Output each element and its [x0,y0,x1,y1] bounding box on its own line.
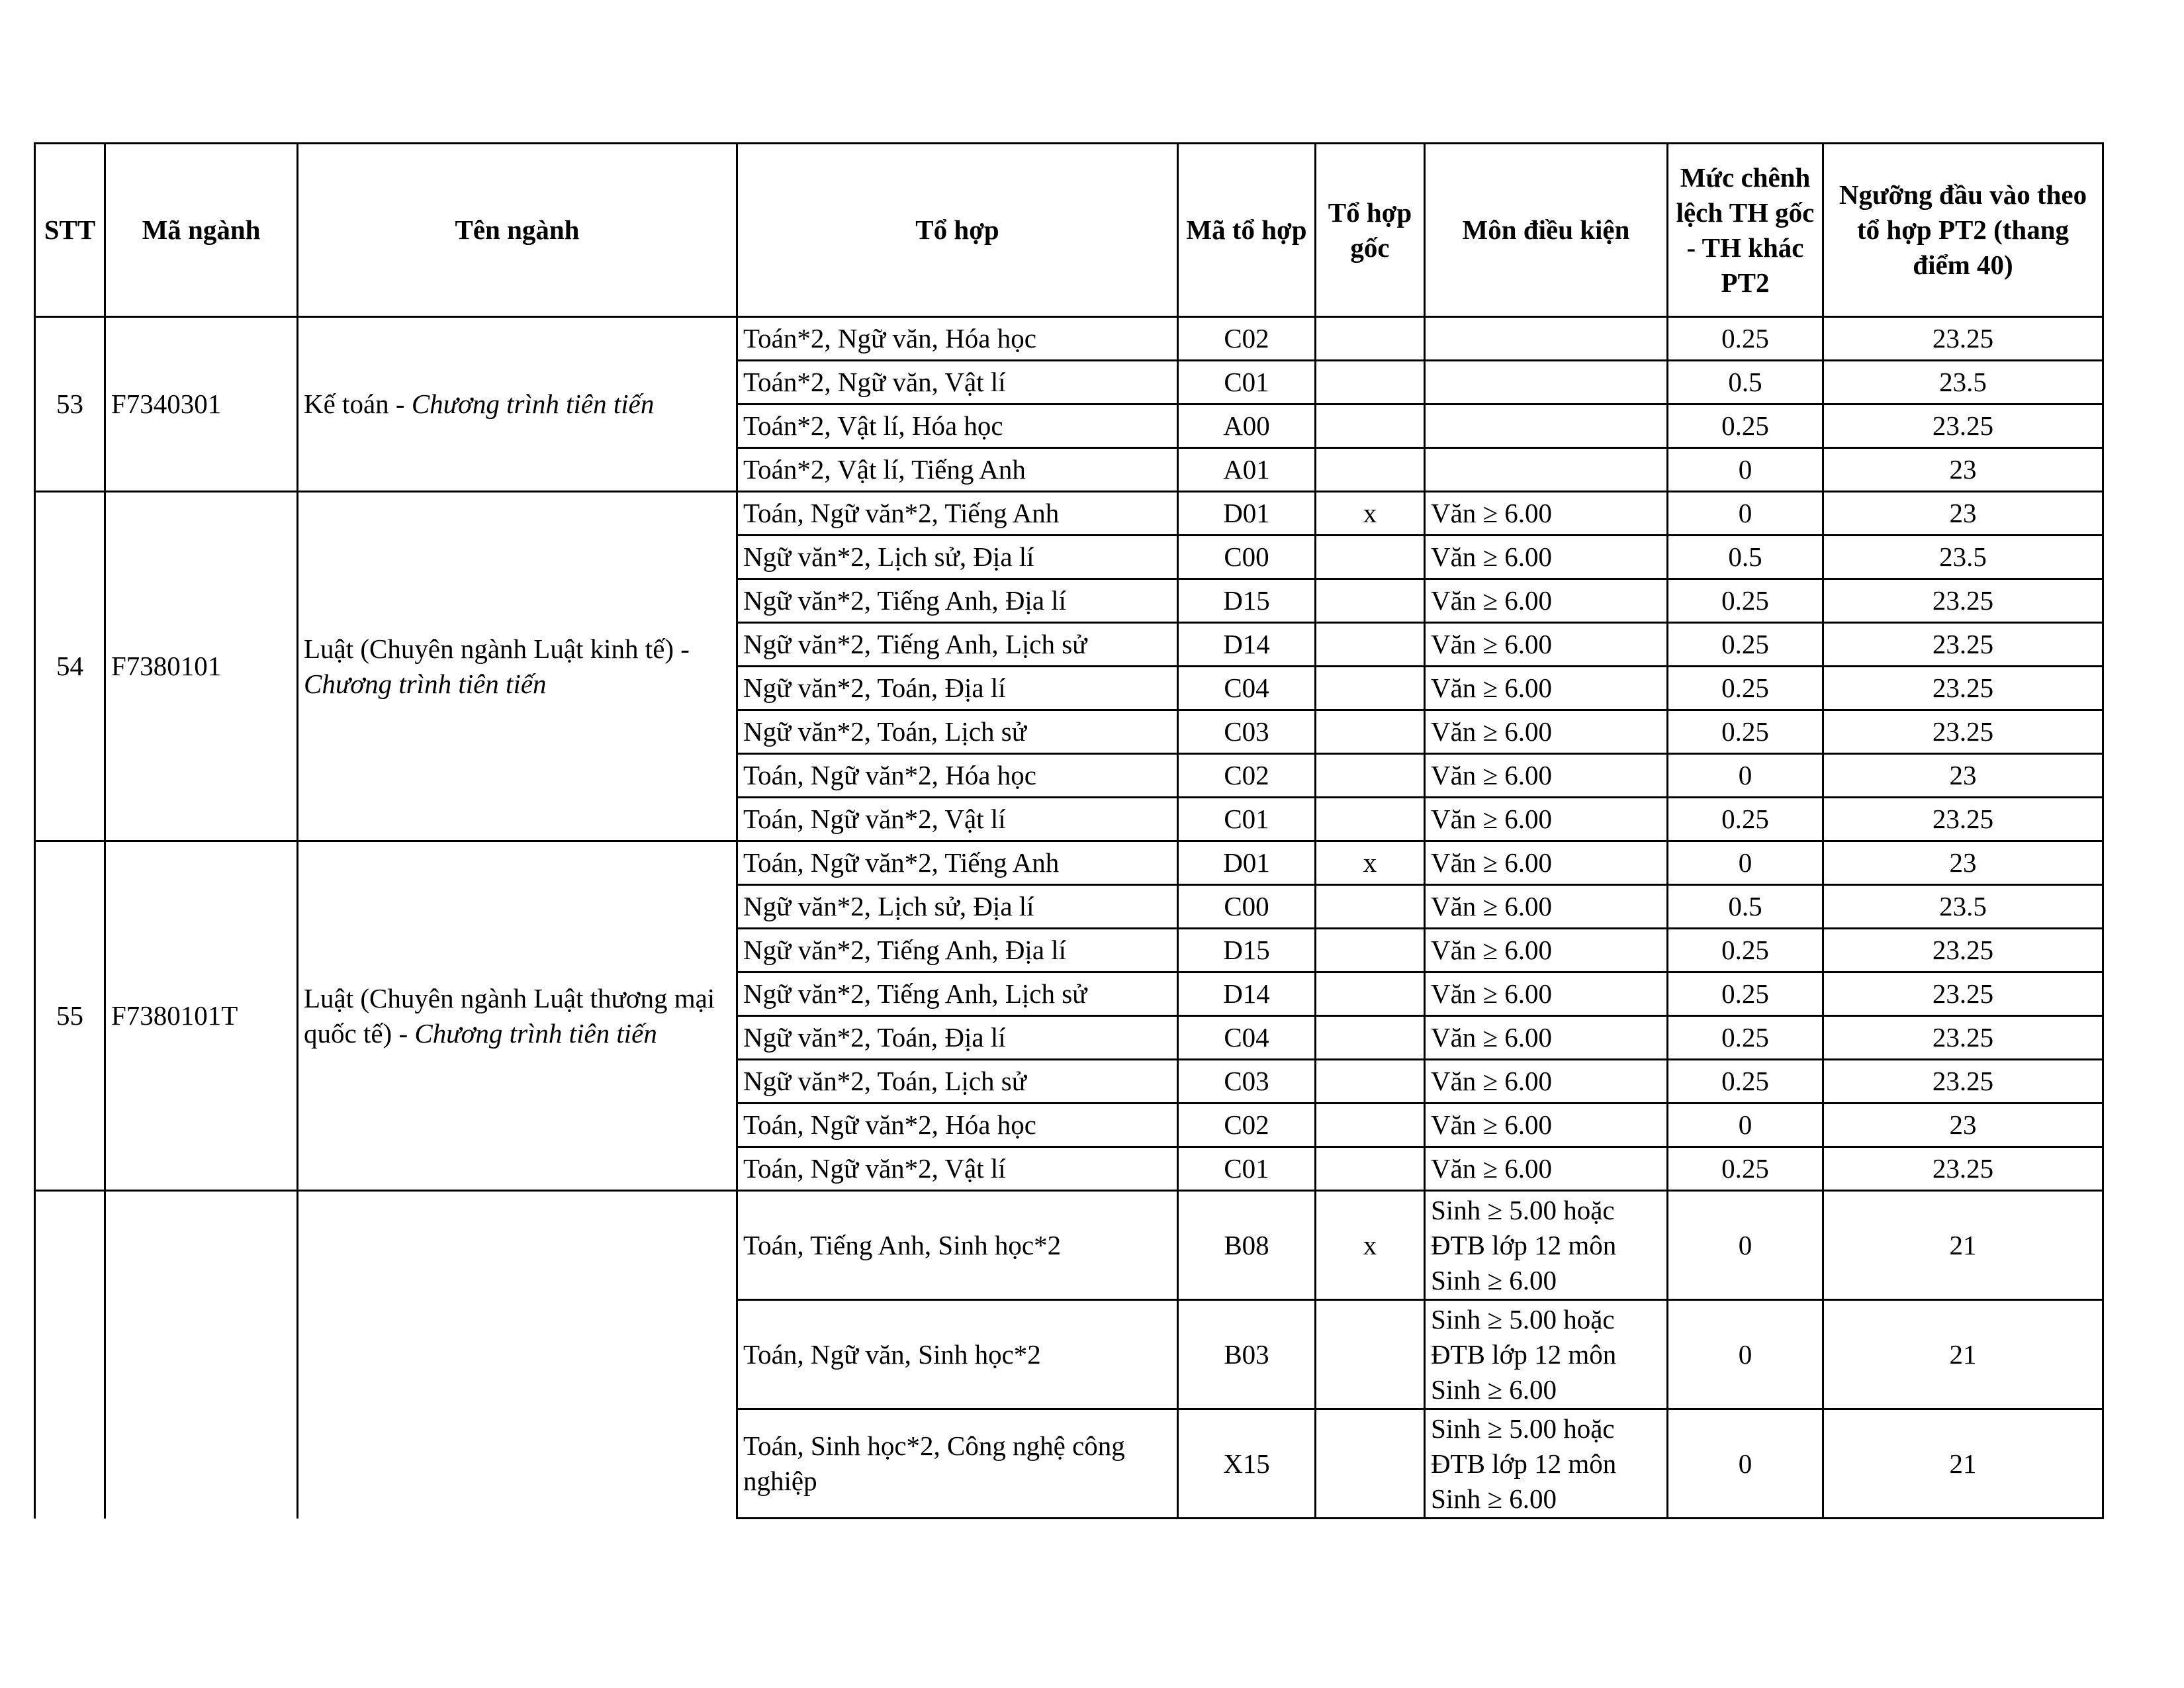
condition-line: ĐTB lớp 12 môn [1431,1448,1617,1479]
cell-combination: Ngữ văn*2, Tiếng Anh, Địa lí [737,929,1178,972]
cell-difference: 0.25 [1668,317,1823,361]
cell-difference: 0 [1668,1103,1823,1147]
cell-threshold: 23 [1823,492,2103,536]
cell-condition [1425,1300,1668,1409]
cell-combination: Toán*2, Ngữ văn, Vật lí [737,361,1178,404]
cell-original-flag [1316,710,1425,754]
cell-difference: 0.25 [1668,623,1823,667]
cell-combination-code: D14 [1178,972,1316,1016]
cell-combination-code: C04 [1178,667,1316,710]
cell-difference: 0 [1668,754,1823,798]
cell-major-name [298,492,737,841]
cell-threshold: 23 [1823,754,2103,798]
cell-combination-code: C03 [1178,710,1316,754]
cell-combination: Toán, Ngữ văn*2, Vật lí [737,798,1178,841]
cell-combination-code: D01 [1178,841,1316,885]
cell-threshold: 23.25 [1823,929,2103,972]
cell-difference: 0.25 [1668,798,1823,841]
cell-condition: Văn ≥ 6.00 [1425,492,1668,536]
cell-condition: Văn ≥ 6.00 [1425,929,1668,972]
cell-original-flag [1316,929,1425,972]
cell-combination: Toán, Ngữ văn*2, Hóa học [737,754,1178,798]
cell-combination: Toán*2, Vật lí, Tiếng Anh [737,448,1178,492]
cell-threshold: 23.25 [1823,1060,2103,1103]
major-name-program: Chương trình tiên tiến [414,1017,657,1049]
cell-difference: 0 [1668,1191,1823,1300]
cell-combination: Ngữ văn*2, Toán, Lịch sử [737,710,1178,754]
cell-combination-code: B03 [1178,1300,1316,1409]
cell-difference: 0.5 [1668,536,1823,579]
cell-combination-code: C02 [1178,1103,1316,1147]
cell-condition: Văn ≥ 6.00 [1425,798,1668,841]
cell-combination-code: C01 [1178,1147,1316,1191]
cell-combination: Ngữ văn*2, Lịch sử, Địa lí [737,536,1178,579]
cell-stt [35,1191,105,1519]
cell-combination-code: C01 [1178,361,1316,404]
cell-condition [1425,448,1668,492]
cell-combination-code: D01 [1178,492,1316,536]
cell-combination-code: C00 [1178,536,1316,579]
cell-combination: Ngữ văn*2, Toán, Địa lí [737,1016,1178,1060]
cell-difference: 0.25 [1668,1147,1823,1191]
cell-condition: Văn ≥ 6.00 [1425,1016,1668,1060]
table-row [35,1191,2103,1300]
header-original-combination: Tổ hợp gốc [1316,144,1425,317]
cell-combination-code: C01 [1178,798,1316,841]
cell-combination-code: A01 [1178,448,1316,492]
cell-combination-code: X15 [1178,1409,1316,1519]
cell-difference: 0 [1668,1300,1823,1409]
cell-difference: 0.25 [1668,1060,1823,1103]
cell-original-flag [1316,536,1425,579]
header-condition-subject: Môn điều kiện [1425,144,1668,317]
cell-difference: 0.25 [1668,972,1823,1016]
cell-condition: Văn ≥ 6.00 [1425,1103,1668,1147]
cell-threshold: 23.25 [1823,404,2103,448]
condition-line: Sinh ≥ 6.00 [1431,1483,1557,1514]
cell-major-name [298,841,737,1191]
cell-major-name [298,1191,737,1519]
cell-combination-code: D15 [1178,929,1316,972]
condition-line: ĐTB lớp 12 môn [1431,1229,1617,1260]
cell-difference: 0.25 [1668,1016,1823,1060]
header-threshold: Ngưỡng đầu vào theo tổ hợp PT2 (thang điểm 40) [1823,144,2103,317]
cell-difference: 0 [1668,841,1823,885]
header-combination: Tổ hợp [737,144,1178,317]
cell-stt: 54 [35,492,105,841]
table-row [35,841,2103,885]
header-major-code: Mã ngành [105,144,298,317]
cell-combination-code: D15 [1178,579,1316,623]
cell-condition: Văn ≥ 6.00 [1425,536,1668,579]
condition-line: Sinh ≥ 6.00 [1431,1374,1557,1405]
cell-condition [1425,1409,1668,1519]
cell-combination-code: C03 [1178,1060,1316,1103]
cell-original-flag [1316,1060,1425,1103]
cell-threshold: 21 [1823,1300,2103,1409]
cell-combination: Toán*2, Vật lí, Hóa học [737,404,1178,448]
cell-condition: Văn ≥ 6.00 [1425,754,1668,798]
major-name-program: Chương trình tiên tiến [411,389,655,419]
cell-threshold: 23.25 [1823,1147,2103,1191]
cell-combination: Ngữ văn*2, Tiếng Anh, Lịch sử [737,972,1178,1016]
cell-original-flag [1316,1103,1425,1147]
cell-combination-code: C00 [1178,885,1316,929]
cell-condition [1425,1191,1668,1300]
cell-condition [1425,317,1668,361]
cell-major-code: F7380101 [105,492,298,841]
cell-original-flag: x [1316,492,1425,536]
cell-combination-code: C02 [1178,754,1316,798]
cell-major-code: F7340301 [105,317,298,492]
cell-condition: Văn ≥ 6.00 [1425,710,1668,754]
cell-threshold: 23.5 [1823,536,2103,579]
cell-threshold: 23.25 [1823,667,2103,710]
cell-difference: 0 [1668,448,1823,492]
cell-combination-code: B08 [1178,1191,1316,1300]
cell-condition: Văn ≥ 6.00 [1425,972,1668,1016]
cell-difference: 0.5 [1668,361,1823,404]
table-row [35,317,2103,361]
cell-combination: Ngữ văn*2, Toán, Lịch sử [737,1060,1178,1103]
cell-condition: Văn ≥ 6.00 [1425,885,1668,929]
cell-threshold: 23.25 [1823,798,2103,841]
cell-original-flag [1316,579,1425,623]
cell-original-flag [1316,404,1425,448]
admission-threshold-table [34,142,2104,1519]
cell-combination: Ngữ văn*2, Toán, Địa lí [737,667,1178,710]
cell-difference: 0.25 [1668,667,1823,710]
cell-threshold: 23.5 [1823,361,2103,404]
cell-major-name [298,317,737,492]
condition-line: Sinh ≥ 5.00 hoặc [1431,1413,1615,1444]
cell-combination: Toán, Ngữ văn*2, Vật lí [737,1147,1178,1191]
table-row [35,492,2103,536]
cell-threshold: 23 [1823,841,2103,885]
header-row [35,144,2103,317]
cell-original-flag [1316,317,1425,361]
cell-threshold: 23.25 [1823,710,2103,754]
cell-difference: 0 [1668,1409,1823,1519]
cell-combination-code: D14 [1178,623,1316,667]
cell-condition [1425,361,1668,404]
major-name-text: Luật (Chuyên ngành Luật thương mại quốc tế) - [304,982,715,1049]
cell-original-flag [1316,361,1425,404]
cell-difference: 0.5 [1668,885,1823,929]
cell-original-flag [1316,1409,1425,1519]
cell-threshold: 23.25 [1823,623,2103,667]
cell-original-flag [1316,885,1425,929]
cell-threshold: 23.25 [1823,972,2103,1016]
cell-original-flag [1316,754,1425,798]
cell-combination: Ngữ văn*2, Tiếng Anh, Lịch sử [737,623,1178,667]
cell-difference: 0.25 [1668,710,1823,754]
cell-original-flag [1316,448,1425,492]
cell-combination-code: C04 [1178,1016,1316,1060]
cell-combination: Toán, Tiếng Anh, Sinh học*2 [737,1191,1178,1300]
cell-threshold: 23.5 [1823,885,2103,929]
cell-condition: Văn ≥ 6.00 [1425,1060,1668,1103]
header-difference: Mức chênh lệch TH gốc - TH khác PT2 [1668,144,1823,317]
cell-combination: Toán, Ngữ văn*2, Hóa học [737,1103,1178,1147]
major-name-text: Kế toán - [304,389,412,419]
cell-original-flag [1316,667,1425,710]
cell-original-flag: x [1316,841,1425,885]
cell-original-flag [1316,623,1425,667]
header-stt: STT [35,144,105,317]
condition-line: Sinh ≥ 5.00 hoặc [1431,1194,1615,1225]
cell-original-flag [1316,798,1425,841]
cell-difference: 0.25 [1668,929,1823,972]
condition-line: Sinh ≥ 5.00 hoặc [1431,1303,1615,1335]
cell-combination: Toán, Sinh học*2, Công nghệ công nghiệp [737,1409,1178,1519]
major-name-program: Chương trình tiên tiến [304,668,547,699]
cell-condition: Văn ≥ 6.00 [1425,841,1668,885]
table-body [35,317,2103,1519]
cell-threshold: 23.25 [1823,317,2103,361]
cell-original-flag [1316,972,1425,1016]
cell-original-flag [1316,1300,1425,1409]
cell-condition: Văn ≥ 6.00 [1425,579,1668,623]
cell-original-flag [1316,1016,1425,1060]
cell-combination-code: C02 [1178,317,1316,361]
cell-threshold: 23.25 [1823,579,2103,623]
cell-combination: Toán, Ngữ văn, Sinh học*2 [737,1300,1178,1409]
condition-line: ĐTB lớp 12 môn [1431,1338,1617,1370]
cell-condition [1425,404,1668,448]
major-name-text: Luật (Chuyên ngành Luật kinh tế) - [304,633,690,664]
cell-stt: 53 [35,317,105,492]
cell-threshold: 23.25 [1823,1016,2103,1060]
cell-combination: Toán*2, Ngữ văn, Hóa học [737,317,1178,361]
cell-difference: 0.25 [1668,404,1823,448]
cell-condition: Văn ≥ 6.00 [1425,623,1668,667]
cell-combination: Ngữ văn*2, Tiếng Anh, Địa lí [737,579,1178,623]
cell-combination: Toán, Ngữ văn*2, Tiếng Anh [737,841,1178,885]
condition-line: Sinh ≥ 6.00 [1431,1264,1557,1295]
cell-original-flag [1316,1147,1425,1191]
cell-original-flag: x [1316,1191,1425,1300]
cell-difference: 0 [1668,492,1823,536]
cell-major-code: F7380101T [105,841,298,1191]
cell-combination-code: A00 [1178,404,1316,448]
cell-major-code [105,1191,298,1519]
cell-threshold: 23 [1823,1103,2103,1147]
cell-threshold: 21 [1823,1409,2103,1519]
cell-threshold: 21 [1823,1191,2103,1300]
cell-condition: Văn ≥ 6.00 [1425,667,1668,710]
header-combination-code: Mã tổ hợp [1178,144,1316,317]
cell-combination: Toán, Ngữ văn*2, Tiếng Anh [737,492,1178,536]
cell-combination: Ngữ văn*2, Lịch sử, Địa lí [737,885,1178,929]
cell-stt: 55 [35,841,105,1191]
header-major-name: Tên ngành [298,144,737,317]
cell-condition: Văn ≥ 6.00 [1425,1147,1668,1191]
cell-threshold: 23 [1823,448,2103,492]
cell-difference: 0.25 [1668,579,1823,623]
